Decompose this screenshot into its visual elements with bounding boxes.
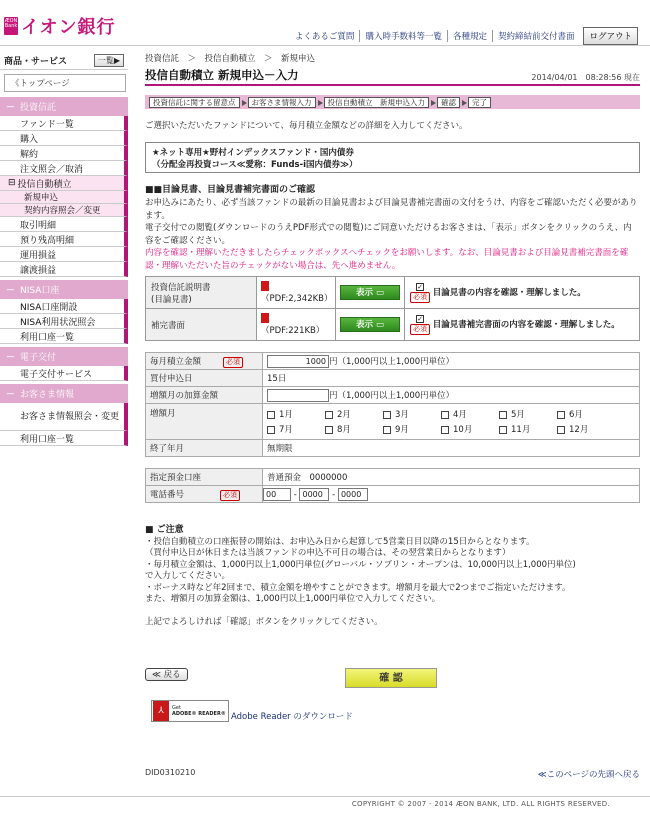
prospectus-check-cell	[405, 277, 640, 309]
amount-required-badge: 必須	[223, 357, 243, 368]
sidebar-item[interactable]	[0, 314, 128, 329]
step-customer-info: お客さま情報入力	[248, 97, 316, 108]
account-label: 指定預金口座	[146, 469, 263, 486]
sidebar-item[interactable]	[0, 146, 128, 161]
note-line: また、増額月の加算金額は、1,000円以上1,000円単位で入力してください。	[145, 594, 441, 604]
adobe-badge-get: Get	[172, 705, 181, 711]
amount-row	[146, 353, 640, 370]
top-links	[290, 27, 638, 45]
supplement-label-1: 補完書面	[151, 320, 186, 331]
note-line: 上記でよろしければ「確認」ボタンをクリックしてください。	[145, 616, 383, 627]
month-row	[146, 404, 640, 440]
month-label-text: 3月	[395, 410, 409, 420]
top-page-link[interactable]: 《 トップページ	[4, 74, 126, 92]
sidebar-item-label: ファンド一覧	[20, 119, 74, 130]
month-option[interactable]	[383, 408, 441, 420]
adobe-icon: ⅄	[153, 701, 169, 721]
end-value: 無期限	[263, 440, 640, 457]
month-checkbox[interactable]	[499, 411, 507, 419]
sidebar-section-header[interactable]	[0, 384, 128, 403]
prospectus-pdf-size: （PDF:2,342KB）	[261, 293, 333, 304]
required-badge: 必須	[410, 324, 430, 335]
pdf-icon	[261, 313, 269, 323]
doc-instruction-2: 電子交付での閲覧(ダウンロードのうえPDF形式での閲覧)にご同意いただけるお客さまは、「表示」ボタンをクリックのうえ、内容をご確認ください。	[145, 223, 632, 246]
sidebar-item-label: 注文照会／取消	[20, 164, 84, 175]
month-label-text: 11月	[511, 425, 531, 435]
show-label: 表示	[355, 320, 373, 330]
amount-label-cell	[146, 353, 263, 370]
month-checkbox[interactable]	[383, 426, 391, 434]
step-indicator	[145, 95, 640, 109]
back-to-top-link[interactable]: ≪このページの先頭へ戻る	[537, 770, 640, 780]
month-checkbox[interactable]	[325, 426, 333, 434]
month-option[interactable]	[557, 423, 615, 435]
phone-label-cell	[146, 486, 263, 503]
month-option[interactable]	[267, 408, 325, 420]
main-content	[145, 52, 640, 780]
logout-button[interactable]: ログアウト	[583, 27, 638, 45]
logo-text: イオン銀行	[21, 17, 116, 38]
doc-section-heading: ■■目論見書、目論見書補完書面のご確認	[145, 185, 316, 195]
step-new-application: 投信自動積立 新規申込入力	[324, 97, 430, 108]
sidebar-sections	[0, 97, 128, 446]
sidebar-item[interactable]	[0, 232, 128, 247]
sidebar-item-label: 購入	[20, 134, 39, 145]
supplement-confirm-text: 目論見書補完書面の内容を確認・理解しました。	[432, 320, 620, 330]
step-complete: 完了	[468, 97, 491, 108]
phone-label: 電話番号	[150, 489, 185, 500]
phone-inputs: 00 - 0000 - 0000	[263, 486, 640, 503]
sidebar	[0, 52, 128, 532]
supplement-pdf-size: （PDF:221KB）	[261, 325, 325, 336]
phone-number-input[interactable]: 0000	[338, 488, 368, 501]
bonus-amount-input[interactable]	[267, 389, 329, 402]
amount-label: 毎月積立金額	[150, 356, 202, 367]
sidebar-section-header[interactable]	[0, 97, 128, 116]
sidebar-item[interactable]	[0, 329, 128, 344]
sidebar-item-label: 譲渡損益	[20, 265, 57, 276]
adobe-download-link[interactable]: Adobe Reader のダウンロード	[231, 712, 353, 722]
month-label: 増額月	[146, 404, 263, 440]
sidebar-section-title: NISA口座	[20, 286, 60, 296]
sidebar-item-label: 新規申込	[24, 193, 59, 203]
month-option[interactable]	[441, 423, 499, 435]
month-checkbox[interactable]	[325, 411, 333, 419]
month-option[interactable]	[441, 408, 499, 420]
amount-unit: 円（1,000円以上1,000円単位）	[329, 356, 455, 367]
account-value: 普通預金 0000000	[263, 469, 640, 486]
adobe-reader-download[interactable]	[151, 700, 353, 722]
page-title-bar	[145, 67, 640, 86]
sidebar-item-label: NISA口座開設	[20, 302, 78, 313]
bonus-unit: 円（1,000円以上1,000円単位）	[329, 390, 455, 401]
sidebar-item-label: 運用損益	[20, 250, 57, 261]
intro-text: ご選択いただいたファンドについて、毎月積立金額などの詳細を入力してください。	[145, 121, 468, 131]
doc-warning: 内容を確認・理解いただきましたらチェックボックスへチェックをお願いします。なお、目論見書および目論見書補完書面を確認・理解いただいた旨のチェックがない場合は、先へ進めません。	[145, 248, 629, 271]
sidebar-item[interactable]	[0, 191, 128, 204]
breadcrumb: 投資信託 ＞ 投信自動積立 ＞ 新規申込	[145, 54, 316, 64]
notes-title: ■ ご注意	[145, 525, 184, 535]
phone-exchange-input[interactable]: 0000	[299, 488, 329, 501]
pre-contract-doc-link[interactable]: 契約締結前交付書面	[492, 30, 580, 42]
bonus-input-cell	[263, 387, 640, 404]
adobe-reader-badge[interactable]	[151, 700, 229, 722]
purchase-date-value: 15日	[263, 370, 640, 387]
faq-link[interactable]: よくあるご質問	[294, 32, 355, 42]
supplement-pdf-cell	[257, 309, 336, 341]
list-button[interactable]: 一覧▶	[94, 54, 124, 67]
prospectus-pdf-cell	[257, 277, 336, 309]
back-button[interactable]: ≪ 戻る	[145, 668, 188, 681]
sidebar-item[interactable]	[0, 176, 128, 191]
sidebar-section-title: 投資信託	[20, 103, 57, 113]
sidebar-item[interactable]	[0, 366, 128, 381]
notes	[145, 525, 640, 628]
supplement-button-cell	[336, 309, 405, 341]
sidebar-item-label: NISA利用状況照会	[20, 317, 96, 328]
page-id: DID0310210	[145, 768, 196, 777]
month-checkbox[interactable]	[441, 426, 449, 434]
month-label-text: 5月	[511, 410, 525, 420]
month-option[interactable]	[499, 423, 557, 435]
month-checkbox[interactable]	[557, 426, 565, 434]
collapse-icon: －	[6, 103, 16, 113]
amount-input-cell	[263, 353, 640, 370]
prospectus-button-cell	[336, 277, 405, 309]
sidebar-item[interactable]	[0, 299, 128, 314]
pdf-icon	[261, 281, 269, 291]
sidebar-item-label: 契約内容照会／変更	[24, 206, 101, 216]
sidebar-section-title: 電子交付	[20, 353, 57, 363]
date-label: 買付申込日	[146, 370, 263, 387]
copyright: COPYRIGHT © 2007 - 2014 ÆON BANK, LTD. ALL RIGHTS RESERVED.	[0, 796, 650, 808]
logo-mark: ÆON Bank	[4, 17, 18, 35]
note-line: ・ボーナス時など年2回まで、積立金額を増やすことができます。増額月を最大で2つまでご指定いただけます。	[145, 582, 571, 593]
month-label-text: 9月	[395, 425, 409, 435]
supplement-show-button[interactable]: 表示 ▭	[340, 317, 400, 332]
prospectus-label-1: 投資信託説明書	[151, 282, 211, 293]
step-confirm: 確認	[437, 97, 460, 108]
regulations-link[interactable]: 各種規定	[447, 30, 492, 42]
sidebar-title: 商品・サービス	[4, 57, 68, 67]
aeon-bank-logo[interactable]	[4, 13, 115, 39]
sidebar-item-label: 投信自動積立	[17, 179, 72, 190]
sidebar-item[interactable]	[0, 431, 128, 446]
prospectus-row	[146, 277, 640, 309]
account-table	[145, 468, 640, 503]
note-line: で入力してください。	[145, 571, 231, 581]
monthly-amount-input[interactable]: 1000	[267, 355, 329, 368]
required-badge: 必須	[410, 292, 430, 303]
sidebar-section-title: お客さま情報	[20, 390, 75, 400]
adobe-badge-name: ADOBE® READER®	[172, 711, 226, 717]
bonus-label: 増額月の加算金額	[146, 387, 263, 404]
phone-row	[146, 486, 640, 503]
supplement-check-cell	[405, 309, 640, 341]
prospectus-confirm-text: 目論見書の内容を確認・理解しました。	[432, 288, 586, 298]
month-label-text: 7月	[279, 425, 293, 435]
sidebar-item[interactable]	[0, 262, 128, 277]
sidebar-item-label: 解約	[20, 149, 39, 160]
investment-form	[145, 352, 640, 457]
supplement-label	[146, 309, 257, 341]
supplement-row	[146, 309, 640, 341]
page-title: 投信自動積立 新規申込－入力	[145, 68, 299, 82]
sidebar-item[interactable]	[0, 116, 128, 131]
note-line: ・投信自動積立の口座振替の開始は、お申込み日から起算して5営業日目以降の15日からとなります。	[145, 536, 535, 547]
sidebar-item[interactable]	[0, 247, 128, 262]
prospectus-checkbox[interactable]: ✓	[417, 283, 423, 291]
sidebar-item[interactable]	[0, 217, 128, 232]
month-option[interactable]	[499, 408, 557, 420]
note-line	[145, 606, 640, 617]
date-row	[146, 370, 640, 387]
prospectus-label-2: (目論見書)	[151, 294, 192, 305]
end-label: 終了年月	[146, 440, 263, 457]
collapse-icon: ⊟	[8, 178, 16, 188]
top-page-label: トップページ	[19, 79, 70, 89]
month-checkbox[interactable]	[267, 426, 275, 434]
current-datetime: 2014/04/01 08:28:56 現在	[531, 73, 640, 82]
month-option[interactable]	[557, 408, 615, 420]
fund-name-box	[145, 142, 640, 173]
month-label-text: 4月	[453, 410, 467, 420]
month-label-text: 12月	[569, 425, 589, 435]
show-label: 表示	[355, 288, 373, 298]
month-option[interactable]	[325, 408, 383, 420]
prospectus-label	[146, 277, 257, 309]
month-checkbox[interactable]	[557, 411, 565, 419]
phone-required-badge: 必須	[220, 490, 240, 501]
month-checkbox[interactable]	[383, 411, 391, 419]
month-checkbox[interactable]	[499, 426, 507, 434]
month-label-text: 1月	[279, 410, 293, 420]
sidebar-item-label: 預り残高明細	[20, 235, 75, 246]
sidebar-item[interactable]	[0, 204, 128, 217]
sidebar-item[interactable]	[0, 403, 128, 431]
collapse-icon: －	[6, 353, 16, 363]
site-header	[0, 0, 650, 46]
document-table	[145, 276, 640, 341]
account-row	[146, 469, 640, 486]
sidebar-header	[0, 52, 128, 70]
month-option[interactable]	[383, 423, 441, 435]
doc-instruction-1: お申込みにあたり、必ず当該ファンドの最新の目論見書および目論見書補完書面の文付をうけ、内容をご確認いただく必要があります。	[145, 198, 638, 221]
fund-course: （分配金再投資コース≪愛称：Funds-i国内債券≫）	[152, 160, 358, 170]
sidebar-item-label: お客さま情報照会・変更	[20, 411, 120, 422]
month-checkbox-grid	[267, 404, 639, 439]
sidebar-item-label: 電子交付サービス	[20, 369, 93, 380]
supplement-checkbox[interactable]: ✓	[417, 315, 423, 323]
phone-area-input[interactable]: 00	[263, 488, 291, 501]
sidebar-item-label: 取引明細	[20, 220, 57, 231]
sidebar-item[interactable]	[0, 131, 128, 146]
month-label-text: 8月	[337, 425, 351, 435]
collapse-icon: －	[6, 390, 16, 400]
end-row	[146, 440, 640, 457]
collapse-icon: －	[6, 286, 16, 296]
sidebar-section-header[interactable]	[0, 280, 128, 299]
note-line: （買付申込日が休日または当該ファンドの申込不可日の場合は、その翌営業日からとなります）	[145, 548, 511, 558]
confirm-button[interactable]: 確 認	[345, 668, 437, 688]
sidebar-item[interactable]	[0, 161, 128, 176]
month-checkbox[interactable]	[441, 411, 449, 419]
month-label-text: 6月	[569, 410, 583, 420]
fund-name: ★ネット専用★野村インデックスファンド・国内債券	[152, 148, 354, 158]
sidebar-section-header[interactable]	[0, 347, 128, 366]
notes-lines	[145, 537, 640, 629]
month-cell	[263, 404, 640, 440]
month-label-text: 2月	[337, 410, 351, 420]
month-option[interactable]	[267, 423, 325, 435]
sidebar-item-label: 利用口座一覧	[20, 332, 75, 343]
month-option[interactable]	[325, 423, 383, 435]
prospectus-show-button[interactable]: 表示 ▭	[340, 285, 400, 300]
bonus-row	[146, 387, 640, 404]
step-notes: 投資信託に関する留意点	[149, 97, 240, 108]
month-label-text: 10月	[453, 425, 473, 435]
note-line: ・毎月積立金額は、1,000円以上1,000円単位(グローバル・ソブリン・オープンは、10,000円以上1,000円単位)	[145, 559, 576, 570]
month-checkbox[interactable]	[267, 411, 275, 419]
fee-list-link[interactable]: 購入時手数料等一覧	[359, 30, 447, 42]
sidebar-item-label: 利用口座一覧	[20, 434, 75, 445]
